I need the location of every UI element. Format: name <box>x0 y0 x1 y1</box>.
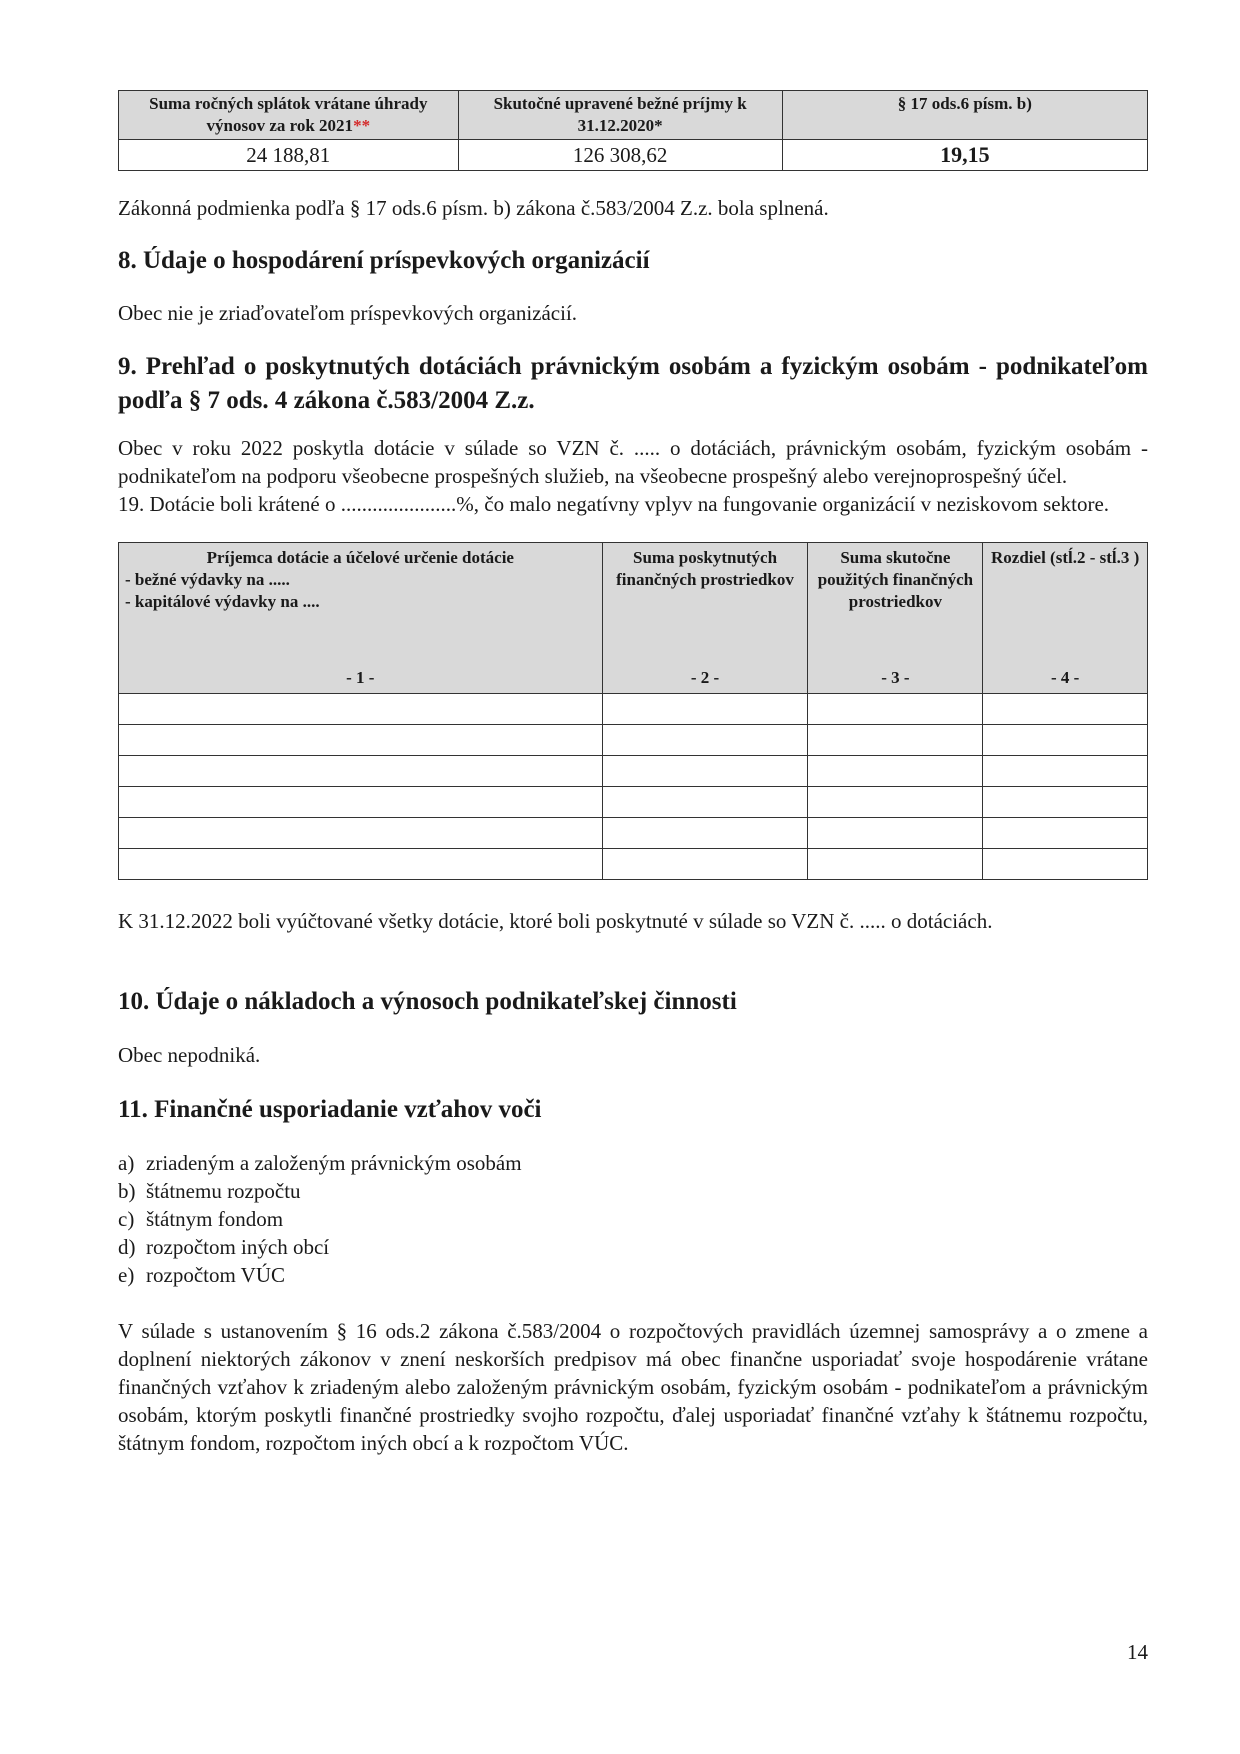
column-number: - 4 - <box>1051 668 1080 687</box>
list-item <box>118 1149 1148 1177</box>
table-cell <box>119 849 603 880</box>
list <box>118 1149 1148 1289</box>
list-item-text: rozpočtom iných obcí <box>146 1235 330 1259</box>
table-header-row <box>119 543 1148 694</box>
section-heading: 9. Prehľad o poskytnutých dotáciách právnickým osobám a fyzickým osobám - podnikateľom podľa § 7 ods. 4 zákona č.583/2004 Z.z. <box>118 353 1148 414</box>
header-text: § 17 ods.6 písm. b) <box>897 94 1032 113</box>
table-cell <box>602 849 808 880</box>
table-cell <box>983 725 1148 756</box>
paragraph: V súlade s ustanovením § 16 ods.2 zákona č.583/2004 o rozpočtových pravidlách územnej samosprávy a o zmene a doplnení niektorých zákonov v znení neskorších predpisov má obec finančne usporiadať svoje hospodárenie vrátane finančných vzťahov k zriadeným alebo založeným právnickým osobám, fyzickým osobám - podnikateľom a právnickým osobám, ktorým poskytli finančné prostriedky svojho rozpočtu, ďalej usporiadať finančné vzťahy k štátnemu rozpočtu, štátnym fondom, rozpočtom iných obcí a k rozpočtom VÚC. <box>118 1319 1148 1455</box>
table-header-row <box>119 91 1148 140</box>
table-row <box>119 756 1148 787</box>
column-number: - 3 - <box>881 668 910 687</box>
table-cell <box>808 818 983 849</box>
column-number: - 1 - <box>346 668 375 687</box>
paragraph: Zákonná podmienka podľa § 17 ods.6 písm. b) zákona č.583/2004 Z.z. bola splnená. <box>118 196 829 220</box>
table-row <box>119 818 1148 849</box>
table-row <box>119 140 1148 171</box>
header-text: Suma skutočne použitých finančných prostriedkov <box>817 548 974 611</box>
table-cell <box>983 818 1148 849</box>
subsidy-table <box>118 542 1148 880</box>
table-header-cell <box>119 91 459 140</box>
table-cell <box>119 818 603 849</box>
table-row <box>119 787 1148 818</box>
list-item-text: štátnym fondom <box>146 1207 284 1231</box>
list-marker: c) <box>118 1207 135 1231</box>
table-cell <box>119 725 603 756</box>
section-heading: 11. Finančné usporiadanie vzťahov voči <box>118 1096 542 1123</box>
table-cell: 19,15 <box>782 140 1147 171</box>
table-cell <box>808 787 983 818</box>
table-header-cell <box>602 543 808 694</box>
table-cell <box>602 694 808 725</box>
column-number: - 2 - <box>690 668 720 687</box>
header-text: Príjemca dotácie a účelové určenie dotácie <box>206 548 514 567</box>
table-cell <box>602 725 808 756</box>
header-text: Suma poskytnutých finančných prostriedkov <box>616 548 794 589</box>
table-row <box>119 725 1148 756</box>
section-heading: 8. Údaje o hospodárení príspevkových organizácií <box>118 247 650 274</box>
table-cell <box>983 787 1148 818</box>
table-cell: 126 308,62 <box>458 140 782 171</box>
paragraph: Obec nie je zriaďovateľom príspevkových organizácií. <box>118 301 578 325</box>
page-number: 14 <box>1127 1640 1148 1664</box>
table-cell <box>983 849 1148 880</box>
list-item <box>118 1233 1148 1261</box>
paragraph: Obec v roku 2022 poskytla dotácie v súlade so VZN č. ..... o dotáciách, právnickým osobám, fyzickým osobám - podnikateľom na podporu všeobecne prospešných služieb, na všeobecne prospešný alebo verejnoprospešný účel. <box>118 436 1148 488</box>
table-header-cell <box>808 543 983 694</box>
table-cell <box>808 756 983 787</box>
header-text: - kapitálové výdavky na .... <box>125 592 320 611</box>
table-row <box>119 849 1148 880</box>
table-cell <box>119 756 603 787</box>
table-cell <box>983 756 1148 787</box>
list-item-text: zriadeným a založeným právnickým osobám <box>146 1151 522 1175</box>
paragraph: Obec nepodniká. <box>118 1043 261 1067</box>
list-item-text: rozpočtom VÚC <box>146 1263 286 1287</box>
list-item <box>118 1177 1148 1205</box>
header-text: Skutočné upravené bežné príjmy k 31.12.2020* <box>493 94 747 135</box>
header-text: - bežné výdavky na ..... <box>125 570 290 589</box>
table-cell <box>808 694 983 725</box>
table-header-cell <box>119 543 603 694</box>
table-cell <box>602 756 808 787</box>
list-marker: b) <box>118 1179 136 1203</box>
document-page <box>118 90 1148 1457</box>
footnote-marker: ** <box>353 116 371 135</box>
section-heading: 10. Údaje o nákladoch a výnosoch podnikateľskej činnosti <box>118 988 737 1015</box>
table-cell <box>808 849 983 880</box>
table-cell <box>119 694 603 725</box>
table-row <box>119 694 1148 725</box>
paragraph: 19. Dotácie boli krátené o ......................%, čo malo negatívny vplyv na fungovanie organizácií v neziskovom sektore. <box>118 492 1110 516</box>
list-item <box>118 1261 1148 1289</box>
table-header-cell <box>782 91 1147 140</box>
debt-ratio-table <box>118 90 1148 171</box>
list-item <box>118 1205 1148 1233</box>
header-text: Rozdiel (stĺ.2 - stĺ.3 ) <box>991 548 1140 567</box>
table-header-cell <box>458 91 782 140</box>
table-cell <box>983 694 1148 725</box>
table-cell: 24 188,81 <box>119 140 459 171</box>
paragraph: K 31.12.2022 boli vyúčtované všetky dotácie, ktoré boli poskytnuté v súlade so VZN č. ..... o dotáciách. <box>118 909 993 933</box>
list-marker: d) <box>118 1235 136 1259</box>
table-cell <box>602 787 808 818</box>
table-cell <box>119 787 603 818</box>
table-cell <box>808 725 983 756</box>
header-text: Suma ročných splátok vrátane úhrady výnosov za rok 2021 <box>149 94 428 135</box>
list-marker: a) <box>118 1151 135 1175</box>
list-item-text: štátnemu rozpočtu <box>146 1179 301 1203</box>
table-header-cell <box>983 543 1148 694</box>
table-cell <box>602 818 808 849</box>
list-marker: e) <box>118 1263 135 1287</box>
